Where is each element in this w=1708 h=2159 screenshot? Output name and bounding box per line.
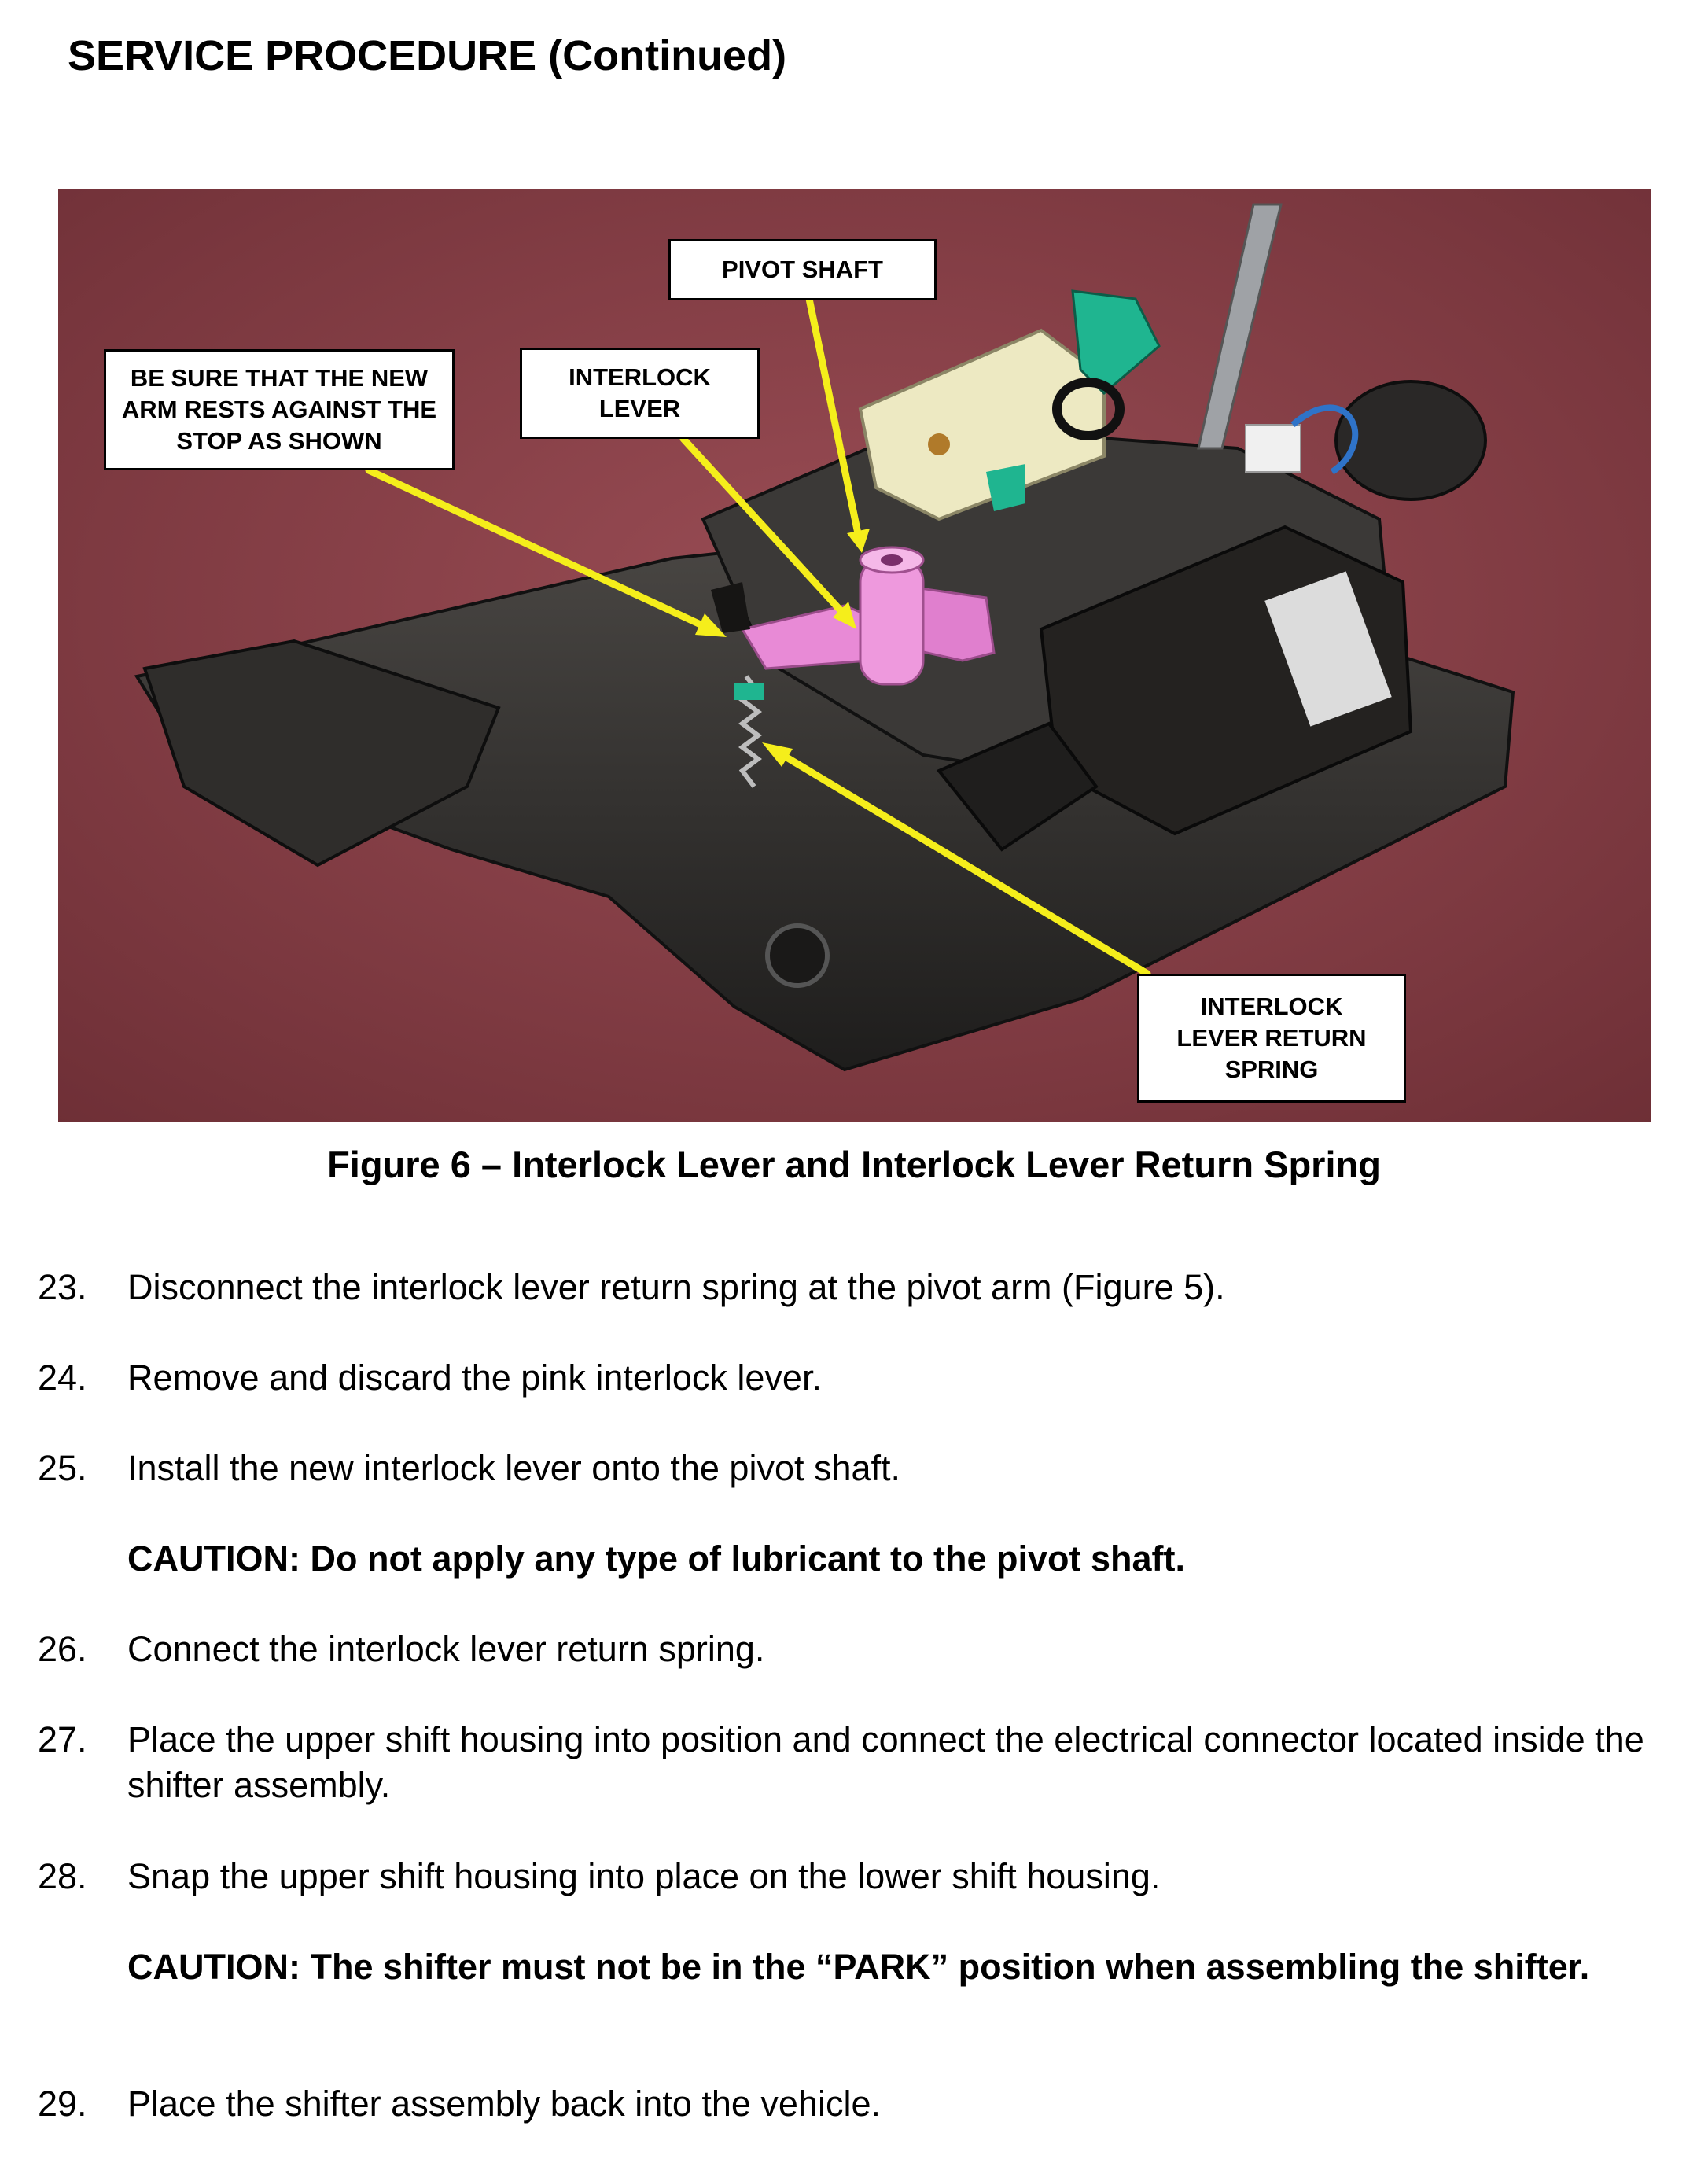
callout-pivot-shaft: PIVOT SHAFT	[668, 239, 937, 300]
white-connector	[1246, 425, 1301, 472]
spring-clip	[734, 683, 764, 700]
step-number: 24.	[38, 1358, 87, 1398]
step-text: Disconnect the interlock lever return spring at the pivot arm (Figure 5).	[127, 1267, 1225, 1307]
caution-park-position: CAUTION: The shifter must not be in the “PARK” position when assembling the shifter.	[127, 1947, 1590, 1987]
step-number: 26.	[38, 1629, 87, 1669]
step-number: 28.	[38, 1856, 87, 1896]
pink-pivot-hub	[860, 558, 923, 684]
step-text: Remove and discard the pink interlock lever.	[127, 1358, 822, 1398]
figure-caption: Figure 6 – Interlock Lever and Interlock Lever Return Spring	[327, 1144, 1381, 1185]
callout-return-spring: INTERLOCK LEVER RETURN SPRING	[1137, 974, 1406, 1103]
step-number: 29.	[38, 2083, 87, 2124]
step-number: 25.	[38, 1448, 87, 1488]
page-title: SERVICE PROCEDURE (Continued)	[68, 32, 787, 79]
step-number: 27.	[38, 1719, 87, 1759]
step-text: Place the shifter assembly back into the vehicle.	[127, 2083, 881, 2124]
step-text: Place the upper shift housing into position and connect the electrical connector located inside the shifter assembly.	[127, 1719, 1644, 1805]
step-text: Connect the interlock lever return spring.	[127, 1629, 765, 1669]
rear-cylinder	[1336, 381, 1485, 499]
step-text: Snap the upper shift housing into place on the lower shift housing.	[127, 1856, 1161, 1896]
callout-arm-stop: BE SURE THAT THE NEW ARM RESTS AGAINST THE STOP AS SHOWN	[104, 349, 455, 470]
callout-interlock-lever: INTERLOCK LEVER	[520, 348, 760, 439]
brass-insert	[928, 433, 950, 455]
shifter-assembly-illustration	[58, 189, 1651, 1122]
caution-lubricant: CAUTION: Do not apply any type of lubricant to the pivot shaft.	[127, 1538, 1186, 1579]
figure-6-photo	[58, 189, 1651, 1122]
mount-hole	[767, 926, 827, 986]
step-number: 23.	[38, 1267, 87, 1307]
step-text: Install the new interlock lever onto the pivot shaft.	[127, 1448, 901, 1488]
